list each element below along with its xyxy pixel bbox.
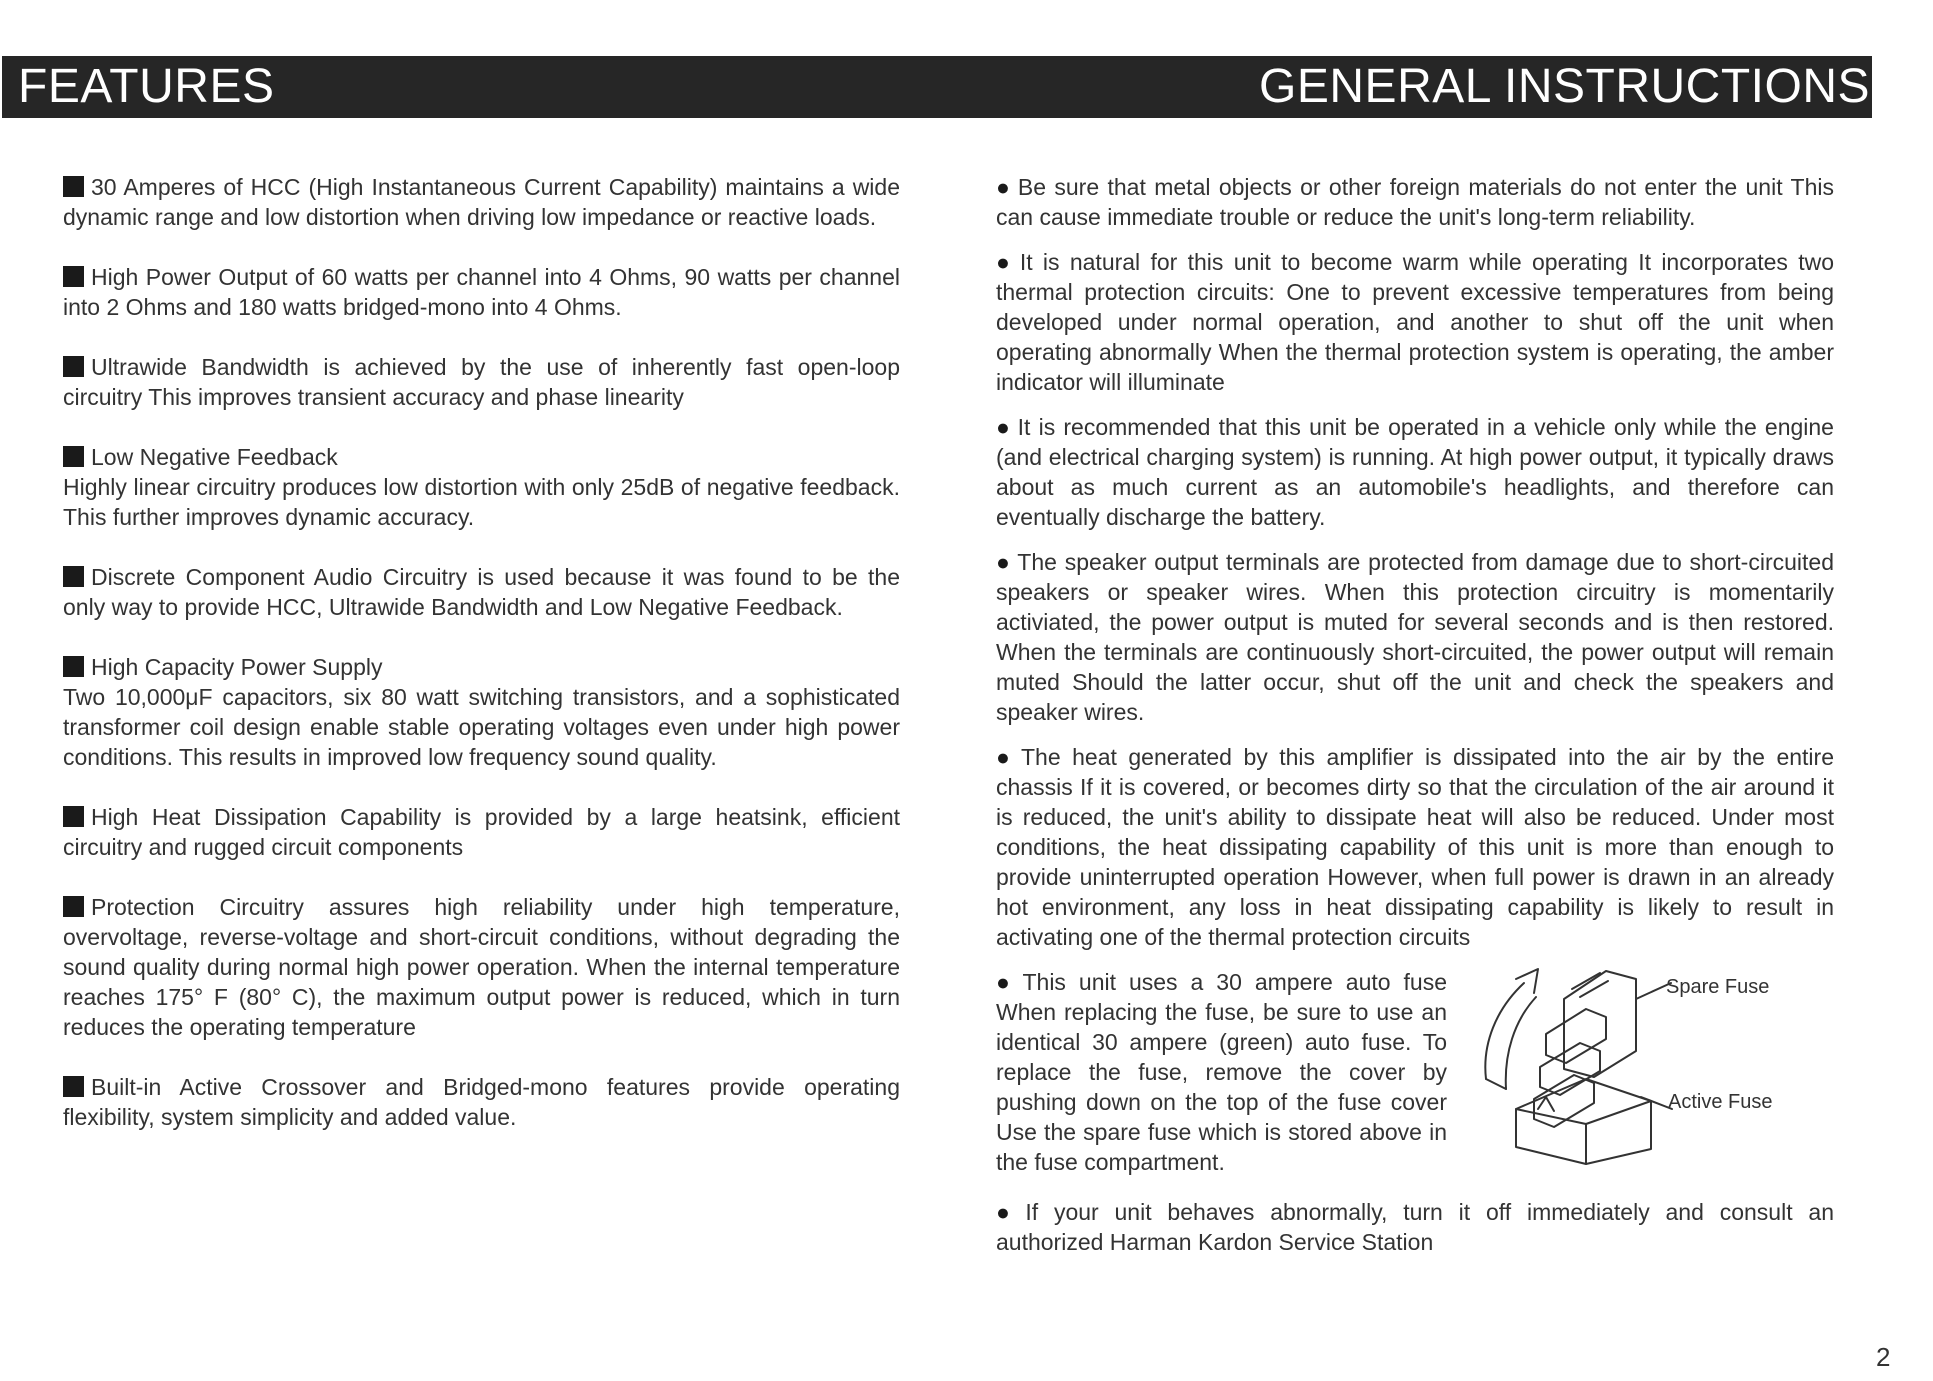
feature-item: High Power Output of 60 watts per channel into 4 Ohms, 90 watts per channel into 2 Ohms and 180 watts bridged-mono into 4 Ohms. — [63, 264, 900, 320]
instruction-item: ● This unit uses a 30 ampere auto fuse When replacing the fuse, be sure to use an identical 30 ampere (green) auto fuse. To replace the fuse, remove the cover by pushing down on the top of the fuse cover Use the spare fuse which is stored above in the fuse compartment. — [996, 969, 1447, 1175]
active-fuse-label: Active Fuse — [1668, 1091, 1773, 1113]
instructions-column — [996, 172, 1834, 1272]
page-number: 2 — [1876, 1342, 1891, 1372]
features-column — [63, 172, 900, 1162]
square-bullet-icon — [63, 806, 84, 827]
instruction-item: ● Be sure that metal objects or other foreign materials do not enter the unit This can cause immediate trouble or reduce the unit's long-term reliability. — [996, 174, 1834, 230]
square-bullet-icon — [63, 1076, 84, 1097]
square-bullet-icon — [63, 656, 84, 677]
feature-item: Built-in Active Crossover and Bridged-mono features provide operating flexibility, system simplicity and added value. — [63, 1074, 900, 1130]
square-bullet-icon — [63, 176, 84, 197]
bullet-icon: ● — [996, 744, 1015, 770]
square-bullet-icon — [63, 896, 84, 917]
bullet-icon: ● — [996, 969, 1017, 995]
feature-item: Protection Circuitry assures high reliability under high temperature, overvoltage, reverse-voltage and short-circuit conditions, without degrading the sound quality during normal high power operation. When the internal temperature reaches 175° F (80° C), the maximum output power is reduced, which in turn reduces the operating temperature — [63, 894, 900, 1040]
bullet-icon: ● — [996, 1199, 1020, 1225]
bullet-icon: ● — [996, 174, 1012, 200]
square-bullet-icon — [63, 566, 84, 587]
fuse-instruction — [996, 967, 1834, 1182]
feature-item: High Capacity Power Supply Two 10,000μF capacitors, six 80 watt switching transistors, and a sophisticated transformer coil design enable stable operating voltages even under high power conditions. This results in improved low frequency sound quality. — [63, 654, 900, 770]
feature-heading: High Capacity Power Supply — [91, 654, 383, 680]
bullet-icon: ● — [996, 249, 1014, 275]
instruction-item: ● If your unit behaves abnormally, turn it off immediately and consult an authorized Harman Kardon Service Station — [996, 1199, 1834, 1255]
feature-item: Ultrawide Bandwidth is achieved by the use of inherently fast open-loop circuitry This improves transient accuracy and phase linearity — [63, 354, 900, 410]
instruction-item: ● It is natural for this unit to become warm while operating It incorporates two thermal protection circuits: One to prevent excessive temperatures from being developed under normal operation, and another to shut off the unit when operating abnormally When the thermal protection system is operating, the amber indicator will illuminate — [996, 249, 1834, 395]
square-bullet-icon — [63, 446, 84, 467]
square-bullet-icon — [63, 266, 84, 287]
feature-item: Low Negative Feedback Highly linear circuitry produces low distortion with only 25dB of negative feedback. This further improves dynamic accuracy. — [63, 444, 900, 530]
feature-item: Discrete Component Audio Circuitry is used because it was found to be the only way to provide HCC, Ultrawide Bandwidth and Low Negative Feedback. — [63, 564, 900, 620]
instruction-item: ● The heat generated by this amplifier is dissipated into the air by the entire chassis If it is covered, or becomes dirty so that the circulation of the air around it is reduced, the unit's ability to dissipate heat will also be reduced. Under most conditions, the heat dissipating capability of this unit is more than enough to provide uninterrupted operation However, when full power is drawn in an already hot environment, any loss in heat dissipating capability is likely to result in activating one of the thermal protection circuits — [996, 744, 1834, 950]
feature-heading: Low Negative Feedback — [91, 444, 338, 470]
bullet-icon: ● — [996, 414, 1012, 440]
square-bullet-icon — [63, 356, 84, 377]
spare-fuse-label: Spare Fuse — [1666, 976, 1770, 998]
general-instructions-heading: GENERAL INSTRUCTIONS — [1259, 60, 1870, 113]
feature-item: High Heat Dissipation Capability is provided by a large heatsink, efficient circuitry and rugged circuit components — [63, 804, 900, 860]
instruction-item: ● It is recommended that this unit be operated in a vehicle only while the engine (and electrical charging system) is running. At high power output, it typically draws about as much current as an automobile's headlights, and therefore can eventually discharge the battery. — [996, 414, 1834, 530]
instruction-item: ● The speaker output terminals are protected from damage due to short-circuited speakers or speaker wires. When this protection circuitry is momentarily activiated, the power output is muted for several seconds and is then restored. When the terminals are continuously short-circuited, the power output will remain muted Should the latter occur, shut off the unit and check the speakers and speaker wires. — [996, 549, 1834, 725]
features-heading: FEATURES — [18, 60, 275, 113]
feature-item: 30 Amperes of HCC (High Instantaneous Current Capability) maintains a wide dynamic range and low distortion when driving low impedance or reactive loads. — [63, 174, 900, 230]
bullet-icon: ● — [996, 549, 1012, 575]
